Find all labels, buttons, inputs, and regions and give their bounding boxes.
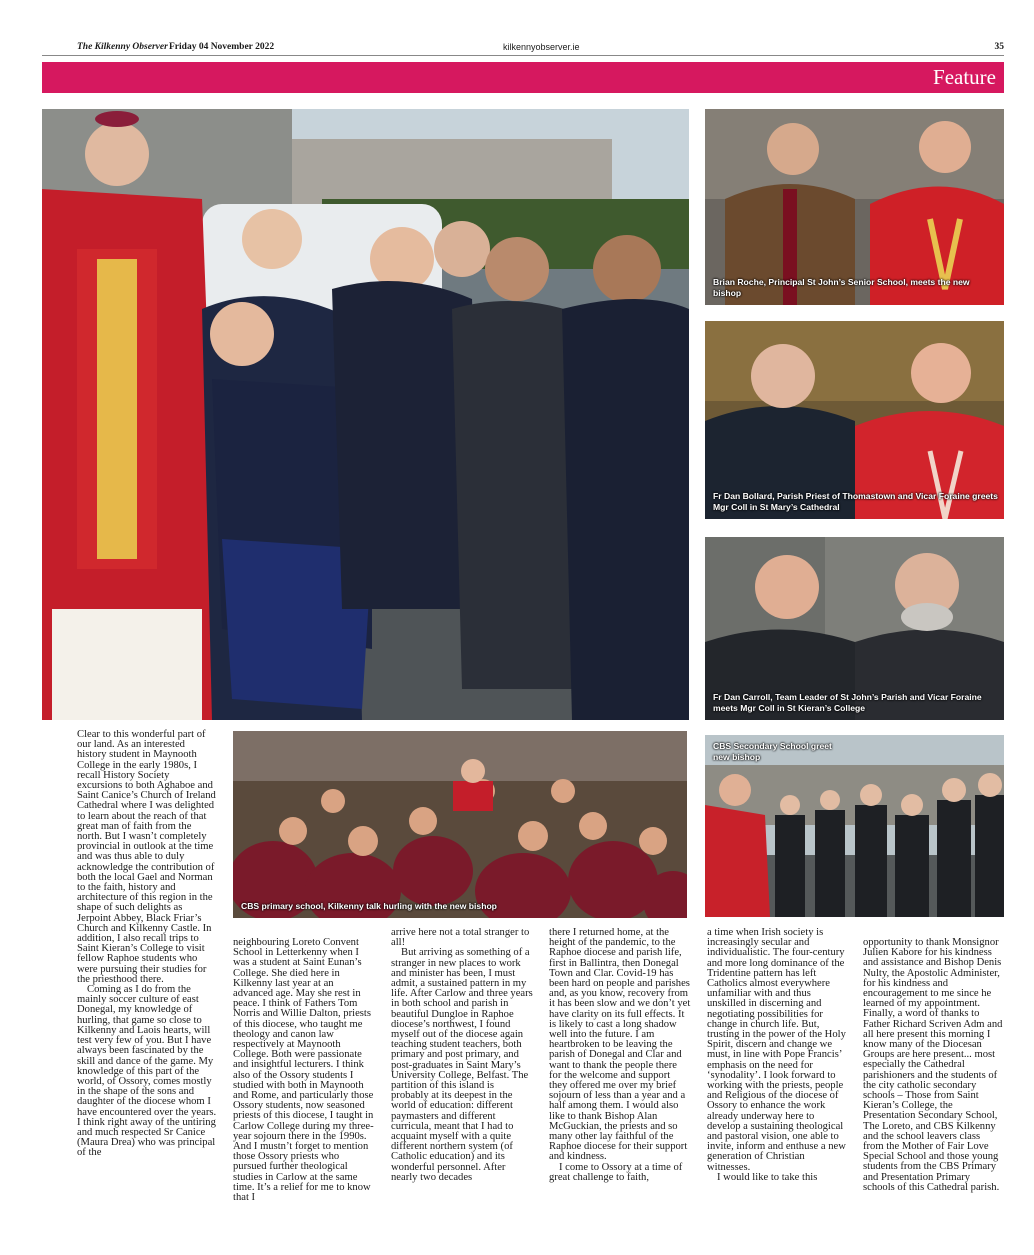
paragraph: Clear to this wonderful part of our land. As an interested history student in Maynooth College in the early 1980s, I recall History Society excursions to both Aghaboe and Saint Canice’s Church of Ireland Cathedral where I was delighted to learn about the reach of that great man of faith from the north. But I wasn’t completely provincial in outlook at the time and was thus able to duly acknowledge the contribution of both the local Gael and Norman to the faith, history and architecture of this region in the shape of such delights as Jerpoint Abbey, Black Friar’s Church and Kilkenny Castle. In addition, I also recall trips to Saint Kieran’s College to visit fellow Raphoe students who were pursuing their studies for the priesthood there. bbox=[77, 729, 216, 985]
paragraph: a time when Irish society is increasingly secular and individualistic. The four-century and more long dominance of the Tridentine pattern has left Catholics almost everywhere unfamiliar with and thus unskilled in discerning and negotiating possibilities for change in church life. But, trusting in the power of the Holy Spirit, discern and change we must, in line with Pope Francis’ emphasis on the need for ‘synodality’. I look forward to working with the priests, people and Religious of the diocese of Ossory to enhance the work already underway here to develop a sustaining theological and pastoral vision, one able to invite, inform and enthuse a new generation of Christian witnesses. bbox=[707, 927, 846, 1173]
photo-cbs-primary-school bbox=[233, 731, 687, 918]
photo-caption: Fr Dan Carroll, Team Leader of St John’s Parish and Vicar Foraine meets Mgr Coll in St Kieran’s College bbox=[713, 692, 982, 713]
section-label: Feature bbox=[933, 65, 996, 89]
photo-cbs-secondary-school bbox=[705, 735, 1004, 917]
photo-fr-dan-bollard bbox=[705, 321, 1004, 519]
photo-brian-roche bbox=[705, 109, 1004, 305]
main-photo-image bbox=[42, 109, 689, 720]
paragraph: neighbouring Loreto Convent School in Letterkenny when I was a student at Saint Eunan’s College. She died here in Kilkenny last year at an advanced age. May she rest in peace. I think of Fathers Tom Norris and Willie Dalton, priests of this diocese, who taught me theology and canon law respectively at Maynooth College. Both were passionate and insightful lecturers. I think also of the Ossory students I studied with both in Maynooth and Rome, and particularly those Ossory students, now seasoned priests of this diocese, I taught in Carlow College during my three-year sojourn there in the 1990s. And I mustn’t forget to mention those Ossory priests who pursued further theological studies in Carlow at the same time. It’s a relief for me to know that I bbox=[233, 937, 374, 1204]
main-photo-bishop-with-students bbox=[42, 109, 689, 720]
paragraph: there I returned home, at the height of the pandemic, to the Raphoe diocese and parish life, first in Ballintra, then Donegal Town and Clar. Covid-19 has been hard on people and parishes and, as you know, recovery from it has been slow and we don’t yet have clarity on its full effects. It is likely to cast a long shadow well into the future. I am heartbroken to be leaving the parish of Donegal and Clar and want to thank the people there for the welcome and support they offered me over my brief sojourn of less than a year and a half among them. I would also like to thank Bishop Alan McGuckian, the priests and so many other lay faithful of the Raphoe diocese for their support and kindness. bbox=[549, 927, 691, 1163]
photo-roche-image bbox=[705, 109, 1004, 305]
photo-caption: Brian Roche, Principal St John’s Senior School, meets the new bishop bbox=[713, 277, 970, 298]
page-number: 35 bbox=[994, 42, 1004, 52]
issue-date: Friday 04 November 2022 bbox=[169, 42, 275, 52]
paragraph: I would like to take this bbox=[717, 1171, 818, 1183]
paragraph: opportunity to thank Monsignor Julien Kabore for his kindness and assistance and Bishop Denis Nulty, the Apostolic Administer, for his kindness and encouragement to me since he learned of my appointment. Finally, a word of thanks to Father Richard Scriven Adm and all here present this morning I know many of the Diocesan Groups are here present... most especially the Cathedral parishioners and the students of the city catholic secondary schools – Those from Saint Kieran’s College, the Presentation Secondary School, The Loreto, and CBS Kilkenny and the school leavers class from the Mother of Fair Love Special School and those young students from the CBS Primary and Presentation Primary schools of this Cathedral parish. bbox=[863, 937, 1003, 1193]
article-column-2 bbox=[233, 938, 375, 1203]
paper-name: The Kilkenny Observer bbox=[77, 42, 168, 52]
article-column-4 bbox=[549, 928, 691, 1183]
article-column-6 bbox=[863, 938, 1003, 1193]
page-header bbox=[77, 42, 1004, 56]
article-column-1 bbox=[77, 730, 217, 1159]
article-column-5 bbox=[707, 928, 847, 1183]
paragraph: But arriving as something of a stranger in new places to work and minister has been, I must admit, a sustained pattern in my life. After Carlow and three years in both school and parish in beautiful Dungloe in Raphoe diocese’s northwest, I found myself out of the diocese again teaching student teachers, both primary and post primary, and post-graduates in Saint Mary’s University College, Belfast. The partition of this island is probably at its deepest in the world of education: different paymasters and different curricula, meant that I had to acquaint myself with a quite different northern system (of Catholic education) and its wonderful personnel. After nearly two decades bbox=[391, 947, 533, 1183]
photo-fr-dan-carroll bbox=[705, 537, 1004, 720]
article-column-3 bbox=[391, 928, 533, 1183]
section-banner bbox=[42, 62, 1004, 93]
paragraph: arrive here not a total stranger to all! bbox=[391, 927, 530, 949]
photo-bollard-image bbox=[705, 321, 1004, 519]
photo-caption: CBS primary school, Kilkenny talk hurling with the new bishop bbox=[241, 901, 497, 911]
photo-caption: CBS Secondary School greet new bishop bbox=[713, 741, 832, 762]
photo-caption: Fr Dan Bollard, Parish Priest of Thomastown and Vicar Foraine greets Mgr Coll in St Mary’s Cathedral bbox=[713, 491, 998, 512]
paragraph: Coming as I do from the mainly soccer culture of east Donegal, my knowledge of hurling, that game so close to Kilkenny and Laois hearts, will test very few of you. But I have always been fascinated by the skill and dance of the game. My knowledge of this part of the world, of Ossory, comes mostly in the shape of the sons and daughter of the diocese whom I have encountered over the years. I think right away of the untiring and much respected Sr Canice (Maura Drea) who was principal of the bbox=[77, 984, 217, 1159]
photo-cbs-primary-image bbox=[233, 731, 687, 918]
website-link[interactable]: kilkennyobserver.ie bbox=[503, 42, 580, 52]
paragraph: I come to Ossory at a time of great challenge to faith, bbox=[549, 1161, 683, 1183]
header-rule bbox=[42, 55, 1004, 56]
